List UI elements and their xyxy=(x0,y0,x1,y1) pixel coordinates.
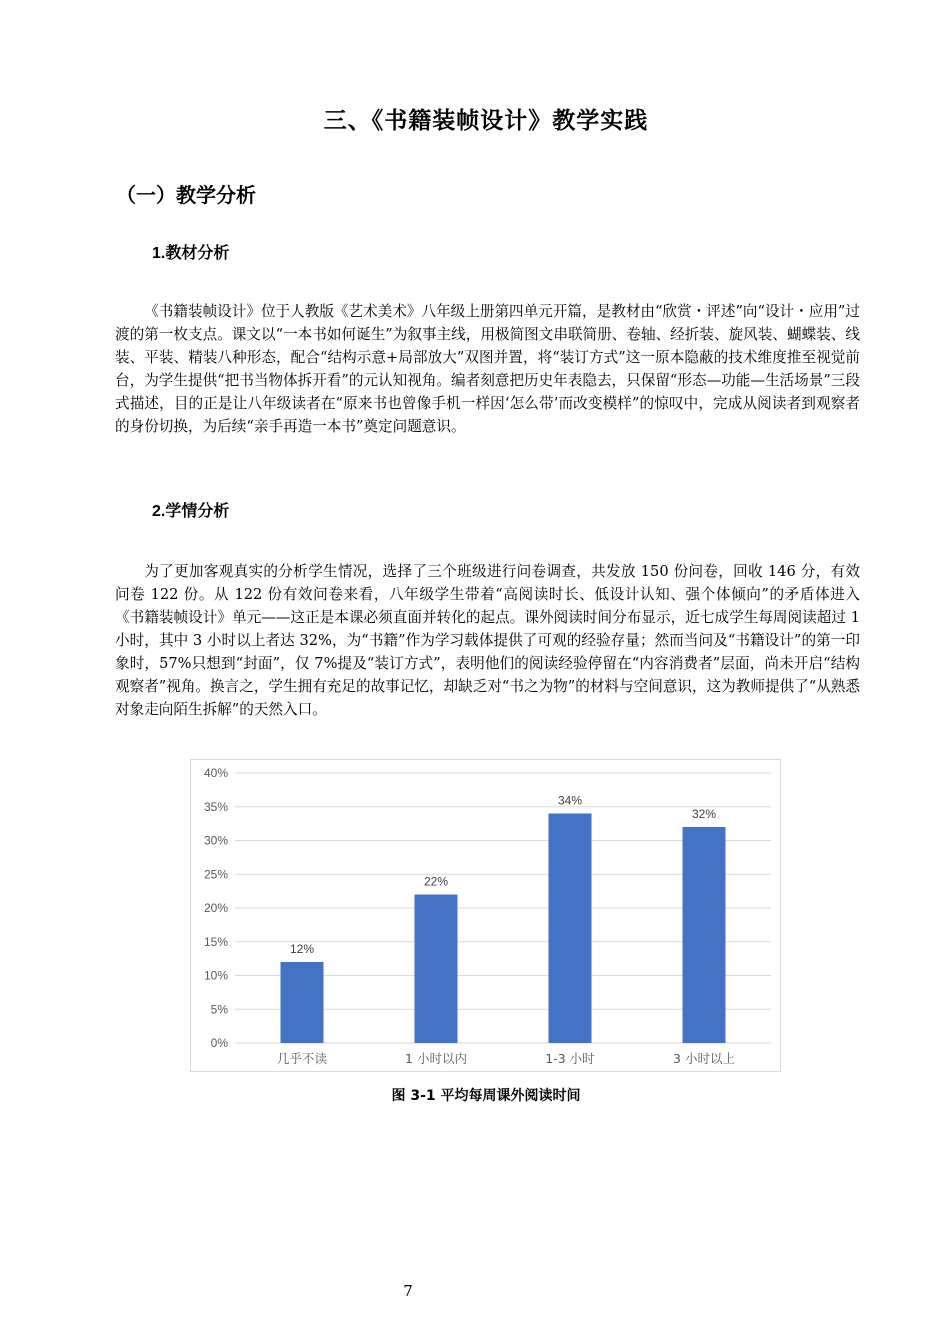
data-label: 12% xyxy=(289,942,315,956)
bar xyxy=(281,962,324,1043)
paragraph-student-analysis: 为了更加客观真实的分析学生情况，选择了三个班级进行问卷调查，共发放 150 份问卷，回收 146 分，有效问卷 122 份。从 122 份有效问卷来看，八年级学生带着“高阅读时长、低设计认知、强个体倾向”的矛盾体进入《书籍装帧设计》单元——这正是本课必须直面并转化的起点。课外阅读时间分布显示，近七成学生每周阅读超过 1 小时，其中 3 小时以上者达 32%，为“书籍”作为学习载体提供了可观的经验存量；然而当问及“书籍设计”的第一印象时，57%只想到“封面”，仅 7%提及“装订方式”，表明他们的阅读经验停留在“内容消费者”层面，尚未开启“结构观察者”视角。换言之，学生拥有充足的故事记忆，却缺乏对“书之为物”的材料与空间意识，这为教师提供了“从熟悉对象走向陌生拆解”的天然入口。 xyxy=(115,563,860,718)
x-tick-label: 1-3 小时 xyxy=(545,1051,595,1066)
y-tick-label: 35% xyxy=(203,799,228,814)
bar xyxy=(549,814,592,1044)
y-tick-label: 20% xyxy=(203,901,228,915)
y-tick-label: 25% xyxy=(203,867,228,882)
y-tick-label: 5% xyxy=(210,1002,228,1017)
x-tick-label: 3 小时以上 xyxy=(673,1051,735,1066)
y-tick-label: 15% xyxy=(203,934,228,949)
figure-caption: 图 3-1 平均每周课外阅读时间 xyxy=(391,1088,581,1104)
x-tick-label: 1 小时以内 xyxy=(405,1051,467,1066)
y-tick-label: 0% xyxy=(210,1036,228,1050)
section-title: 三、《书籍装帧设计》教学实践 xyxy=(323,108,649,134)
heading-student-analysis: 2.学情分析 xyxy=(152,503,230,520)
data-label: 32% xyxy=(691,807,717,821)
paragraph-textbook-analysis: 《书籍装帧设计》位于人教版《艺术美术》八年级上册第四单元开篇，是教材由“欣赏・评述”向“设计・应用”过渡的第一枚支点。课文以“一本书如何诞生”为叙事主线，用极简图文串联简册、卷轴、经折装、旋风装、蝴蝶装、线装、平装、精装八种形态，配合“结构示意+局部放大”双图并置，将“装订方式”这一原本隐蔽的技术维度推至视觉前台，为学生提供“把书当物体拆开看”的元认知视角。编者刻意把历史年表隐去，只保留“形态—功能—生活场景”三段式描述，目的正是让八年级读者在“原来书也曾像手机一样因‘怎么带’而改变模样”的惊叹中，完成从阅读者到观察者的身份切换，为后续“亲手再造一本书”奠定问题意识。 xyxy=(115,303,860,435)
bar xyxy=(683,827,726,1043)
data-label: 22% xyxy=(423,874,449,889)
data-label: 34% xyxy=(557,793,583,808)
bar xyxy=(415,895,458,1044)
reading-time-chart xyxy=(190,759,781,1072)
y-tick-label: 10% xyxy=(203,968,228,983)
y-tick-label: 40% xyxy=(203,766,228,780)
x-tick-label: 几乎不读 xyxy=(276,1051,328,1066)
subsection-title: （一）教学分析 xyxy=(116,183,256,207)
y-tick-label: 30% xyxy=(203,833,228,848)
heading-textbook-analysis: 1.教材分析 xyxy=(152,245,230,262)
chart-canvas xyxy=(191,760,782,1073)
page-number: 7 xyxy=(403,1282,413,1300)
